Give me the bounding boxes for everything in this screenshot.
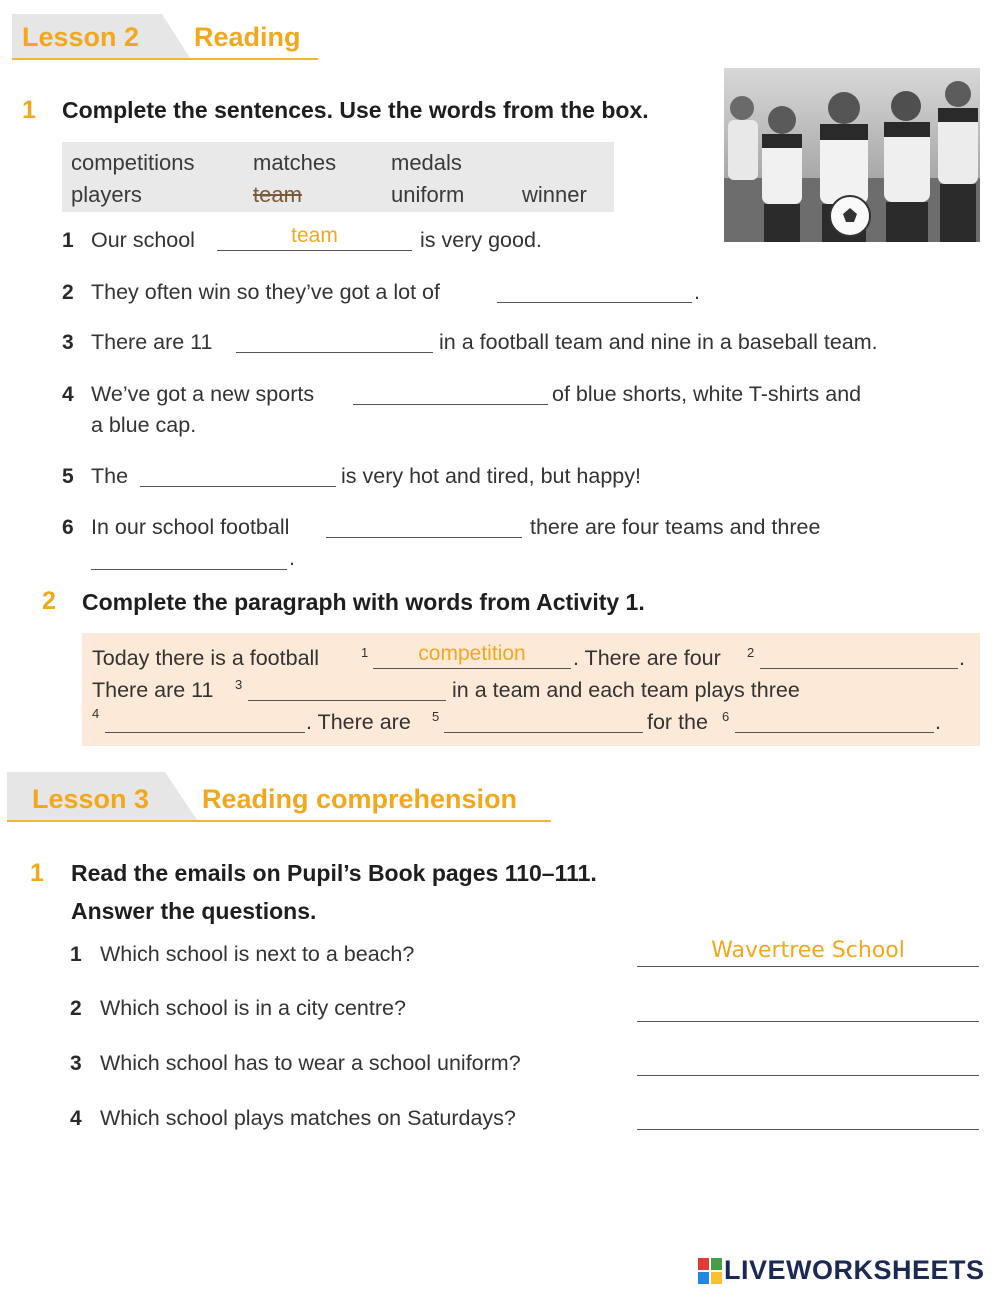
paragraph-text: . — [959, 646, 965, 670]
answer-blank[interactable] — [105, 706, 305, 733]
paragraph-text: . There are — [306, 710, 411, 734]
gap-number: 4 — [92, 706, 100, 721]
item-number: 5 — [62, 465, 74, 488]
question-number: 3 — [70, 1052, 82, 1075]
activity-number: 1 — [22, 96, 36, 124]
lesson-label: Lesson 3 — [32, 784, 150, 814]
activity-number: 2 — [42, 587, 56, 615]
activity-instruction: Answer the questions. — [71, 898, 317, 924]
lesson-label: Lesson 2 — [22, 22, 140, 52]
paragraph-text: in a team and each team plays three — [452, 678, 800, 702]
paragraph-text: . — [935, 710, 941, 734]
item-text: . — [694, 280, 700, 304]
item-text: In our school football — [91, 515, 290, 539]
item-text: is very good. — [420, 228, 542, 252]
question-text: Which school has to wear a school uniform? — [100, 1051, 521, 1075]
answer-blank[interactable] — [236, 326, 433, 353]
answer-blank[interactable] — [140, 460, 336, 487]
liveworksheets-logo[interactable]: LIVEWORKSHEETS — [724, 1255, 985, 1285]
answer-blank[interactable] — [326, 511, 522, 538]
answer-blank-filled[interactable]: team — [217, 224, 412, 251]
question-number: 1 — [70, 943, 82, 966]
box-word: players — [71, 182, 142, 207]
liveworksheets-logo-icon — [698, 1258, 722, 1284]
box-word: uniform — [391, 182, 465, 207]
answer-line[interactable] — [637, 993, 979, 1022]
item-text: The — [91, 464, 129, 488]
question-text: Which school is in a city centre? — [100, 996, 406, 1020]
item-text: in a football team and nine in a baseball team. — [439, 330, 878, 354]
paragraph-text: There are 11 — [92, 678, 214, 702]
paragraph-text: for the — [647, 710, 708, 734]
item-text: of blue shorts, white T-shirts and — [552, 382, 862, 406]
item-number: 1 — [62, 229, 74, 252]
item-text: a blue cap. — [91, 413, 197, 437]
question-text: Which school plays matches on Saturdays? — [100, 1106, 516, 1130]
activity-number: 1 — [30, 859, 44, 887]
answer-blank-filled[interactable]: competition — [373, 642, 571, 669]
gap-number: 3 — [235, 677, 243, 692]
answer-line[interactable] — [637, 1101, 979, 1130]
box-word: medals — [391, 150, 462, 175]
answer-line[interactable] — [637, 1047, 979, 1076]
paragraph-text: Today there is a football — [92, 646, 320, 670]
box-word: matches — [253, 150, 337, 175]
answer-blank[interactable] — [444, 706, 643, 733]
item-number: 6 — [62, 516, 74, 539]
lesson-title: Reading comprehension — [202, 784, 518, 814]
gap-number: 5 — [432, 709, 440, 724]
football-team-photo — [724, 68, 980, 242]
answer-blank[interactable] — [497, 276, 692, 303]
item-text: Our school — [91, 228, 195, 252]
gap-number: 2 — [747, 645, 755, 660]
lesson-3-banner — [7, 772, 551, 818]
item-text: there are four teams and three — [530, 515, 821, 539]
box-word-used: team — [253, 182, 302, 207]
lesson-title: Reading — [194, 22, 301, 52]
answer-blank[interactable] — [353, 378, 548, 405]
question-text: Which school is next to a beach? — [100, 942, 415, 966]
answer-blank[interactable] — [91, 543, 287, 570]
item-text: They often win so they’ve got a lot of — [91, 280, 440, 304]
word-box — [62, 142, 614, 212]
activity-instruction: Complete the sentences. Use the words from the box. — [62, 97, 649, 123]
box-word: winner — [522, 182, 587, 207]
question-number: 2 — [70, 997, 82, 1020]
activity-instruction: Read the emails on Pupil’s Book pages 110–111. — [71, 860, 597, 886]
answer-blank[interactable] — [760, 642, 958, 669]
item-text: We’ve got a new sports — [91, 382, 315, 406]
item-text: There are 11 — [91, 330, 213, 354]
question-number: 4 — [70, 1107, 82, 1130]
answer-line-filled[interactable]: Wavertree School — [637, 936, 979, 967]
paragraph-text: . There are four — [573, 646, 721, 670]
answer-blank[interactable] — [248, 674, 446, 701]
item-number: 3 — [62, 331, 74, 354]
gap-number: 1 — [361, 645, 369, 660]
activity-instruction: Complete the paragraph with words from Activity 1. — [82, 589, 645, 615]
gap-number: 6 — [722, 709, 730, 724]
item-text: . — [289, 546, 295, 570]
item-text: is very hot and tired, but happy! — [341, 464, 641, 488]
item-number: 4 — [62, 383, 74, 406]
lesson-2-banner — [12, 14, 318, 60]
box-word: competitions — [71, 150, 195, 175]
answer-blank[interactable] — [735, 706, 934, 733]
item-number: 2 — [62, 281, 74, 304]
